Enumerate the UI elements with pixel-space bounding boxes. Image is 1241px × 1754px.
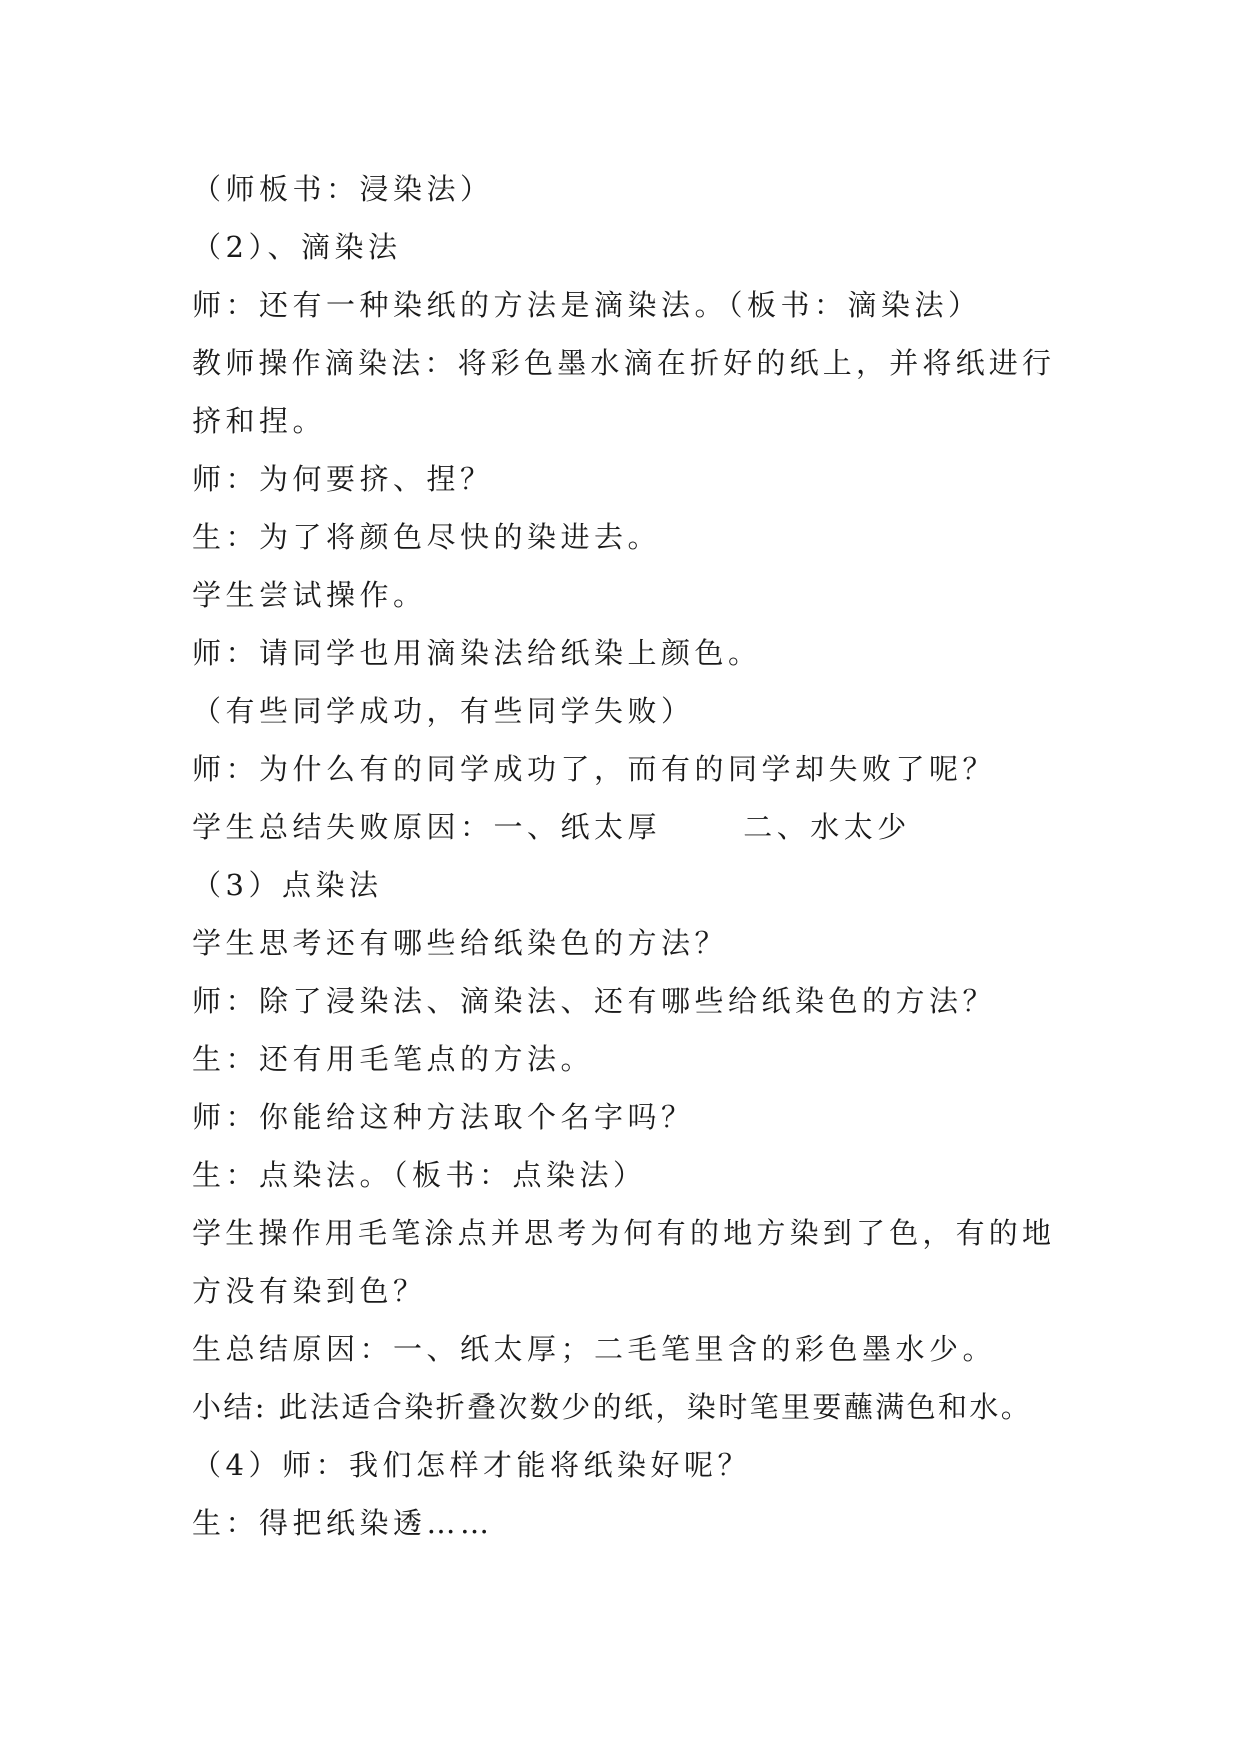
text-line: 生：还有用毛笔点的方法。 (192, 1042, 595, 1076)
text-line: 师：除了浸染法、滴染法、还有哪些给纸染色的方法？ (192, 984, 997, 1018)
text-line: 挤和捏。 (192, 404, 327, 438)
text-line: 学生操作用毛笔涂点并思考为何有的地方染到了色，有的地 (192, 1216, 1056, 1250)
text-line: （师板书：浸染法） (192, 172, 494, 206)
text-line: 学生尝试操作。 (192, 578, 427, 612)
text-line: （3）点染法 (192, 868, 383, 902)
text-line: 师：还有一种染纸的方法是滴染法。（板书：滴染法） (192, 288, 982, 322)
text-line: （4）师：我们怎样才能将纸染好呢？ (192, 1448, 751, 1482)
text-line: 师：你能给这种方法取个名字吗？ (192, 1100, 695, 1134)
text-line: 生：得把纸染透…… (192, 1506, 494, 1540)
text-line: 方没有染到色？ (192, 1274, 427, 1308)
text-line: 小结: 此法适合染折叠次数少的纸，染时笔里要蘸满色和水。 (192, 1390, 1033, 1424)
text-line: （有些同学成功，有些同学失败） (192, 694, 695, 728)
text-line: 师：为什么有的同学成功了，而有的同学却失败了呢？ (192, 752, 997, 786)
text-line: 生：为了将颜色尽快的染进去。 (192, 520, 662, 554)
text-line: 教师操作滴染法：将彩色墨水滴在折好的纸上，并将纸进行 (192, 346, 1056, 380)
text-line: 生总结原因：一、纸太厚；二毛笔里含的彩色墨水少。 (192, 1332, 997, 1366)
document-body (192, 160, 1072, 1552)
text-line: （2）、滴染法 (192, 230, 402, 264)
text-line: 学生总结失败原因：一、纸太厚 二、水太少 (192, 810, 911, 844)
text-line: 师：请同学也用滴染法给纸染上颜色。 (192, 636, 762, 670)
text-line: 师：为何要挤、捏？ (192, 462, 494, 496)
text-line: 生：点染法。（板书：点染法） (192, 1158, 647, 1192)
text-line: 学生思考还有哪些给纸染色的方法？ (192, 926, 729, 960)
